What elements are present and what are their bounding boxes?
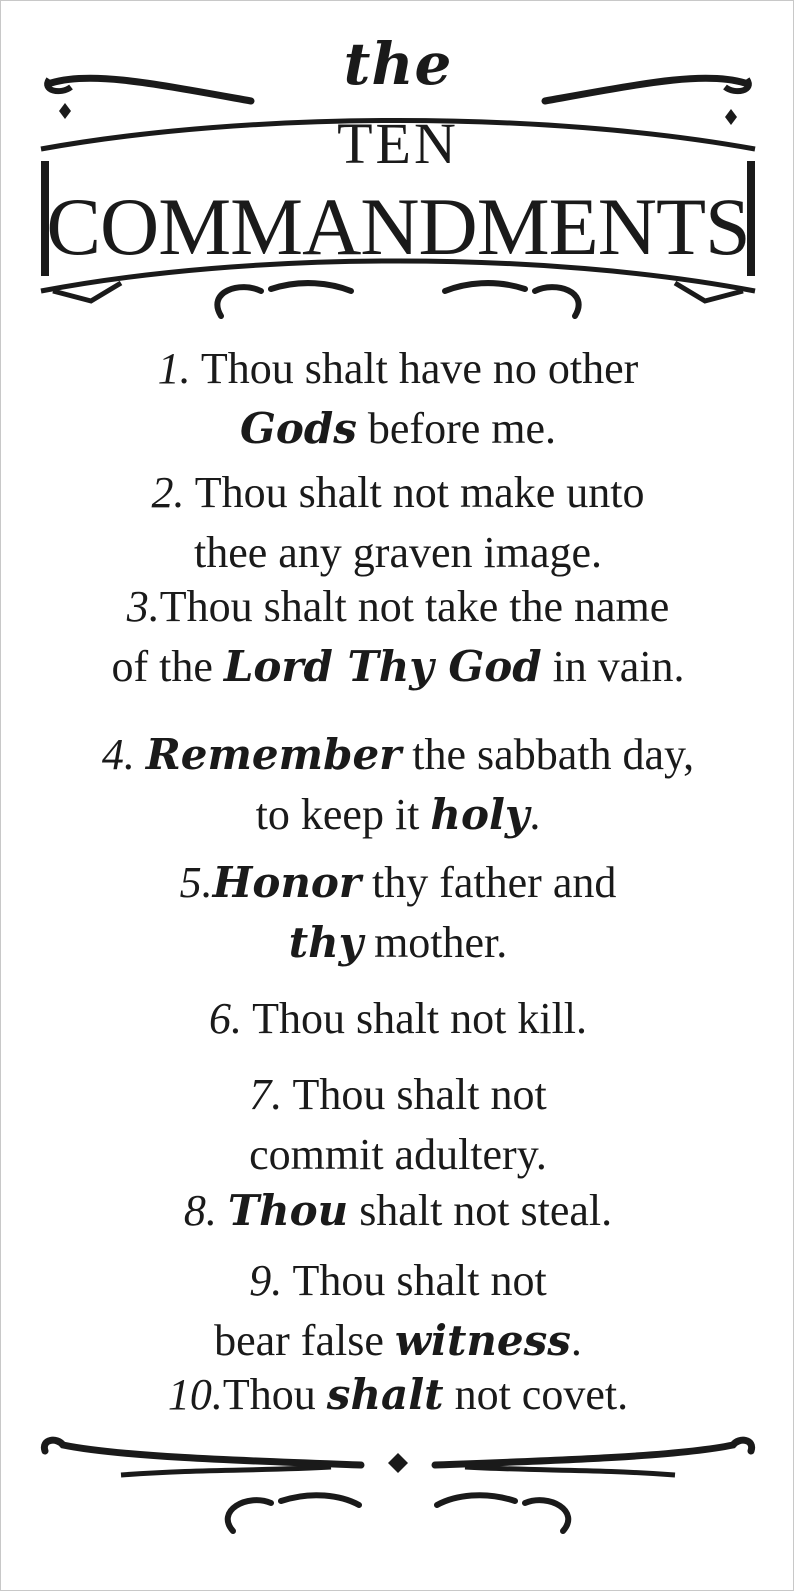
commandment-number: 4. <box>101 730 135 779</box>
commandment-text: Thou <box>222 1370 327 1419</box>
commandment-emphasis: witness <box>394 1316 571 1365</box>
commandment-number: 3. <box>126 582 160 631</box>
commandment-emphasis: Remember <box>145 730 402 779</box>
title-the: the <box>343 30 453 98</box>
commandment-4 <box>1 725 794 845</box>
commandment-text: not covet. <box>443 1370 629 1419</box>
commandment-emphasis: Gods <box>239 404 357 453</box>
commandment-text: . <box>529 790 541 839</box>
commandment-5 <box>1 853 794 973</box>
commandment-number: 9. <box>249 1256 283 1305</box>
title-commandments: COMMANDMENTS <box>46 181 750 272</box>
commandment-number: 8. <box>183 1186 217 1235</box>
commandment-text: before me. <box>356 404 557 453</box>
commandment-number: 10. <box>167 1370 223 1419</box>
commandment-text: Thou shalt have no other <box>200 344 639 393</box>
title-ten: TEN <box>337 111 459 176</box>
commandment-text: Thou shalt not <box>292 1070 547 1119</box>
commandment-9 <box>1 1251 794 1371</box>
commandment-text: Thou shalt not kill. <box>252 994 588 1043</box>
commandment-text: Thou shalt not make unto <box>194 468 645 517</box>
commandment-emphasis: Honor <box>212 858 362 907</box>
commandment-text: in vain. <box>541 642 685 691</box>
commandment-6 <box>1 989 794 1049</box>
commandment-number: 1. <box>157 344 191 393</box>
commandment-emphasis: holy <box>430 790 530 839</box>
commandment-text: bear false <box>214 1316 395 1365</box>
commandment-text: to keep it <box>255 790 431 839</box>
commandment-emphasis: Thou <box>227 1186 349 1235</box>
commandment-number: 2. <box>151 468 185 517</box>
commandment-emphasis: thy <box>288 918 364 967</box>
commandment-7 <box>1 1065 794 1185</box>
commandment-text: of the <box>111 642 224 691</box>
commandment-text: mother. <box>363 918 508 967</box>
commandment-text: Thou shalt not take the name <box>159 582 670 631</box>
commandment-text: shalt not steal. <box>348 1186 613 1235</box>
commandment-emphasis: Lord Thy God <box>223 642 542 691</box>
commandment-text: thee any graven image. <box>193 528 603 577</box>
commandment-text: commit adultery. <box>249 1130 547 1179</box>
commandment-2 <box>1 463 794 583</box>
commandment-1 <box>1 339 794 459</box>
commandment-text: Thou shalt not <box>292 1256 547 1305</box>
commandment-text: . <box>570 1316 582 1365</box>
commandment-8 <box>1 1181 794 1241</box>
bottom-flourish-ornament <box>1 1431 794 1561</box>
commandment-number: 6. <box>208 994 242 1043</box>
commandment-number: 7. <box>249 1070 283 1119</box>
commandment-emphasis: shalt <box>326 1370 444 1419</box>
commandment-3 <box>1 577 794 697</box>
commandment-text: the sabbath day, <box>401 730 695 779</box>
commandment-10 <box>1 1365 794 1425</box>
commandment-number: 5. <box>179 858 213 907</box>
commandment-text: thy father and <box>361 858 617 907</box>
